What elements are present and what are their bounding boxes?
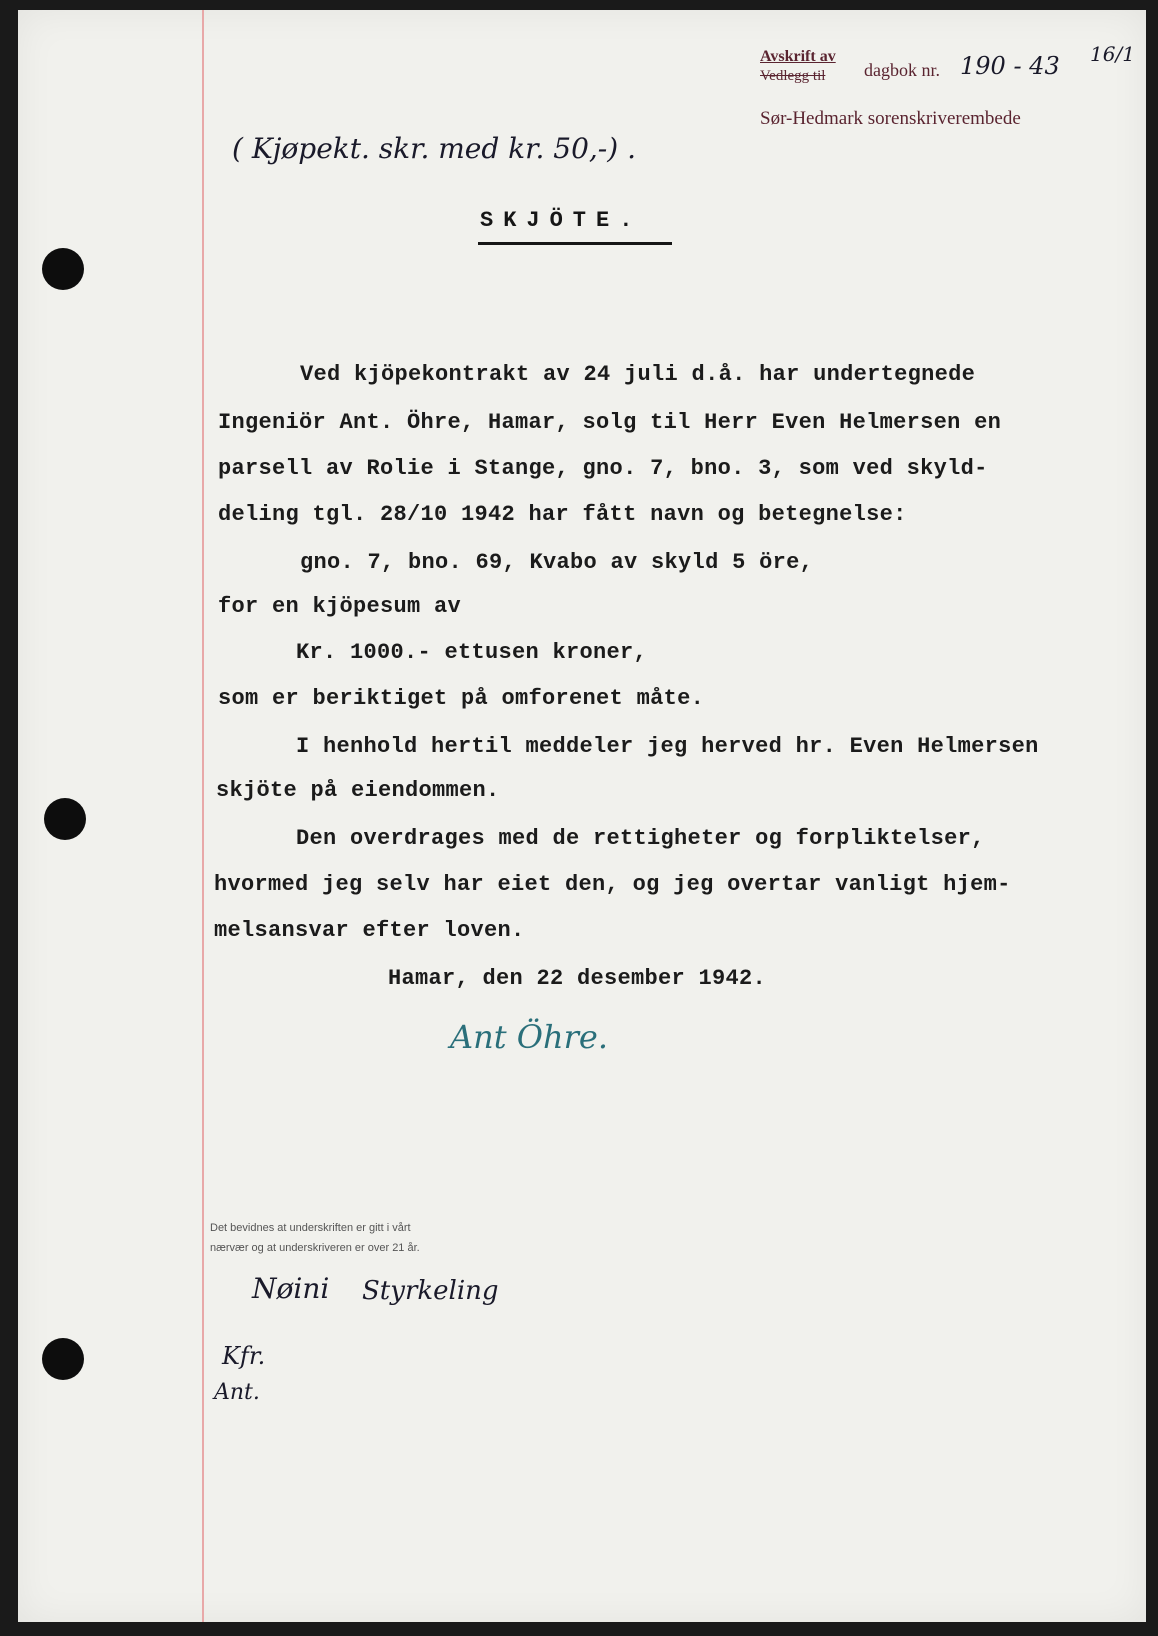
witness-statement-line2: nærvær og at underskriveren er over 21 år. <box>210 1242 420 1254</box>
punch-hole-top <box>42 248 84 290</box>
body-line: som er beriktiget på omforenet måte. <box>218 686 705 711</box>
stamp-label-struck: Vedlegg til <box>760 68 826 84</box>
witness-signature-1: Nøini <box>252 1272 330 1305</box>
title-underline <box>478 242 672 245</box>
body-line: Ingeniör Ant. Öhre, Hamar, solg til Herr Even Helmersen en <box>218 410 1002 435</box>
margin-initial-2: Ant. <box>214 1380 260 1405</box>
stamp-label-prefix: Avskrift av <box>760 48 836 65</box>
stamp-office: Sør-Hedmark sorenskriverembede <box>760 108 1021 129</box>
body-line: melsansvar efter loven. <box>214 918 525 943</box>
body-line: Ved kjöpekontrakt av 24 juli d.å. har undertegnede <box>300 362 976 387</box>
body-line: I henhold hertil meddeler jeg herved hr. Even Helmersen <box>296 734 1039 759</box>
margin-rule <box>202 10 204 1622</box>
punch-hole-bottom <box>42 1338 84 1380</box>
stamp-journal-label: dagbok nr. <box>864 60 940 80</box>
document-page <box>18 10 1146 1622</box>
punch-hole-middle <box>44 798 86 840</box>
witness-signature-2: Styrkeling <box>362 1276 499 1306</box>
document-title: SKJÖTE. <box>480 208 643 233</box>
seller-signature: Ant Öhre. <box>450 1018 608 1056</box>
body-line: hvormed jeg selv har eiet den, og jeg overtar vanligt hjem- <box>214 872 1011 897</box>
stamp-date: 16/1 <box>1090 42 1135 66</box>
body-line: Den overdrages med de rettigheter og forpliktelser, <box>296 826 985 851</box>
body-line: skjöte på eiendommen. <box>216 778 500 803</box>
body-line: parsell av Rolie i Stange, gno. 7, bno. 3, som ved skyld- <box>218 456 988 481</box>
margin-initial-1: Kfr. <box>222 1342 266 1370</box>
handwritten-fee-note: ( Kjøpekt. skr. med kr. 50,-) . <box>232 132 636 165</box>
body-line: gno. 7, bno. 69, Kvabo av skyld 5 öre, <box>300 550 814 575</box>
body-line: for en kjöpesum av <box>218 594 462 619</box>
body-line: deling tgl. 28/10 1942 har fått navn og betegnelse: <box>218 502 907 527</box>
body-line: Hamar, den 22 desember 1942. <box>388 966 767 991</box>
body-line: Kr. 1000.- ettusen kroner, <box>296 640 648 665</box>
stamp-journal-number: 190 - 43 <box>960 52 1060 80</box>
witness-statement-line1: Det bevidnes at underskriften er gitt i vårt <box>210 1222 411 1234</box>
